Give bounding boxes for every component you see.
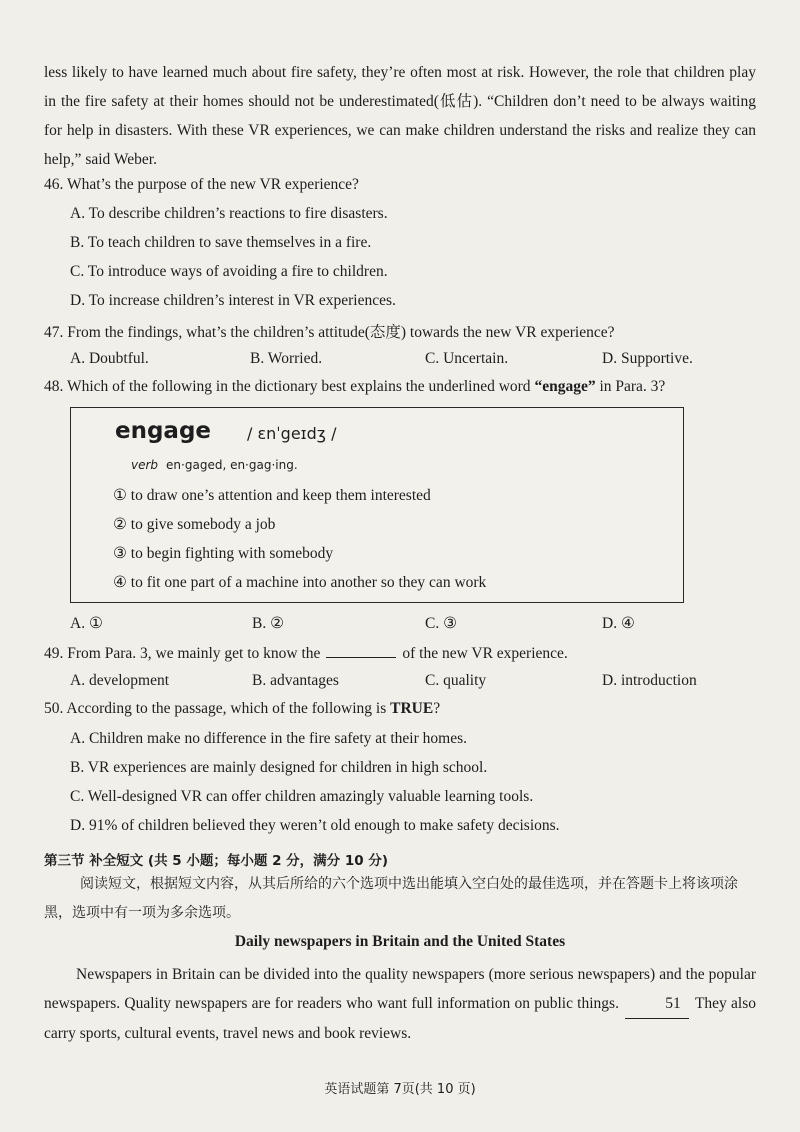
q48-stem-end: in Para. 3? — [595, 378, 666, 395]
q50-stem-start: 50. According to the passage, which of the following is — [44, 700, 391, 717]
q48-option-a: A. ① — [70, 615, 103, 632]
dictionary-sense-3: ③ to begin fighting with somebody — [113, 545, 334, 562]
question-49-stem — [44, 643, 568, 663]
q47-option-a: A. Doubtful. — [70, 350, 149, 367]
article-title: Daily newspapers in Britain and the United States — [234, 933, 566, 950]
q48-stem-start: 48. Which of the following in the dictionary best explains the underlined word — [44, 378, 535, 395]
passage-ending: less likely to have learned much about fire safety, they’re often most at risk. However, the role that children play in the fire safety at their homes should not be underestimated(低估). “Children don’t need to be always waiting for help in disasters. With these VR experiences, we can make children understand the risks and realize they can help,” said Weber. — [44, 64, 756, 168]
q49-stem-start: 49. From Para. 3, we mainly get to know the — [44, 645, 321, 662]
q50-option-a: A. Children make no difference in the fire safety at their homes. — [70, 730, 467, 747]
q50-option-d: D. 91% of children believed they weren’t old enough to make safety decisions. — [70, 817, 560, 834]
question-50-stem — [44, 700, 440, 718]
q46-option-c: C. To introduce ways of avoiding a fire to children. — [70, 263, 388, 280]
q48-option-b: B. ② — [252, 615, 284, 632]
section-3-heading: 第三节 补全短文 (共 5 小题；每小题 2 分，满分 10 分) — [44, 853, 389, 869]
q50-stem-true: TRUE — [390, 700, 434, 717]
q46-option-a: A. To describe children’s reactions to fire disasters. — [70, 205, 388, 222]
question-46-stem: 46. What’s the purpose of the new VR experience? — [44, 176, 359, 193]
dictionary-forms: en·gaged, en·gag·ing. — [166, 458, 298, 472]
dictionary-pronunciation: / ɛnˈgeɪdʒ / — [247, 424, 337, 443]
question-48-stem — [44, 378, 665, 396]
q47-option-c: C. Uncertain. — [425, 350, 509, 367]
article-paragraph-1-start: Newspapers in Britain can be divided into the quality newspapers (more serious newspapers) and the popular newspapers. Quality newspapers are for readers who want full information on public things. — [44, 966, 756, 1012]
q47-option-d: D. Supportive. — [602, 350, 693, 367]
dictionary-sense-1: ① to draw one’s attention and keep them interested — [113, 487, 431, 504]
q49-stem-end: of the new VR experience. — [402, 645, 568, 662]
q46-option-b: B. To teach children to save themselves in a fire. — [70, 234, 372, 251]
dictionary-headword: engage — [115, 418, 212, 444]
q50-option-c: C. Well-designed VR can offer children amazingly valuable learning tools. — [70, 788, 534, 805]
dictionary-pos-label: verb — [131, 458, 159, 472]
q48-option-d: D. ④ — [602, 615, 635, 632]
q48-stem-keyword: “engage” — [534, 378, 596, 395]
q50-stem-end: ? — [433, 700, 441, 717]
q49-option-b: B. advantages — [252, 672, 339, 689]
article-paragraph-1 — [44, 960, 756, 1048]
dictionary-part-of-speech — [131, 458, 298, 472]
dictionary-entry-box — [70, 407, 684, 603]
article-paragraph-1-end: They also carry sports, cultural events, travel news and book reviews. — [44, 995, 756, 1042]
q49-option-d: D. introduction — [602, 672, 697, 689]
blank-51: 51 — [625, 989, 689, 1019]
section-3-instructions: 阅读短文，根据短文内容，从其后所给的六个选项中选出能填入空白处的最佳选项，并在答题卡上将该项涂黑，选项中有一项为多余选项。 — [44, 876, 738, 921]
q49-blank-line — [326, 643, 396, 658]
q46-option-d: D. To increase children’s interest in VR experiences. — [70, 292, 396, 309]
q47-option-b: B. Worried. — [250, 350, 323, 367]
question-47-stem: 47. From the findings, what’s the children’s attitude(态度) towards the new VR experience? — [44, 324, 615, 341]
dictionary-sense-2: ② to give somebody a job — [113, 516, 276, 533]
page-footer: 英语试题第 7页(共 10 页) — [324, 1082, 476, 1097]
q50-option-b: B. VR experiences are mainly designed for children in high school. — [70, 759, 488, 776]
dictionary-sense-4: ④ to fit one part of a machine into another so they can work — [113, 574, 487, 591]
q48-option-c: C. ③ — [425, 615, 457, 632]
q49-option-c: C. quality — [425, 672, 487, 689]
q49-option-a: A. development — [70, 672, 170, 689]
